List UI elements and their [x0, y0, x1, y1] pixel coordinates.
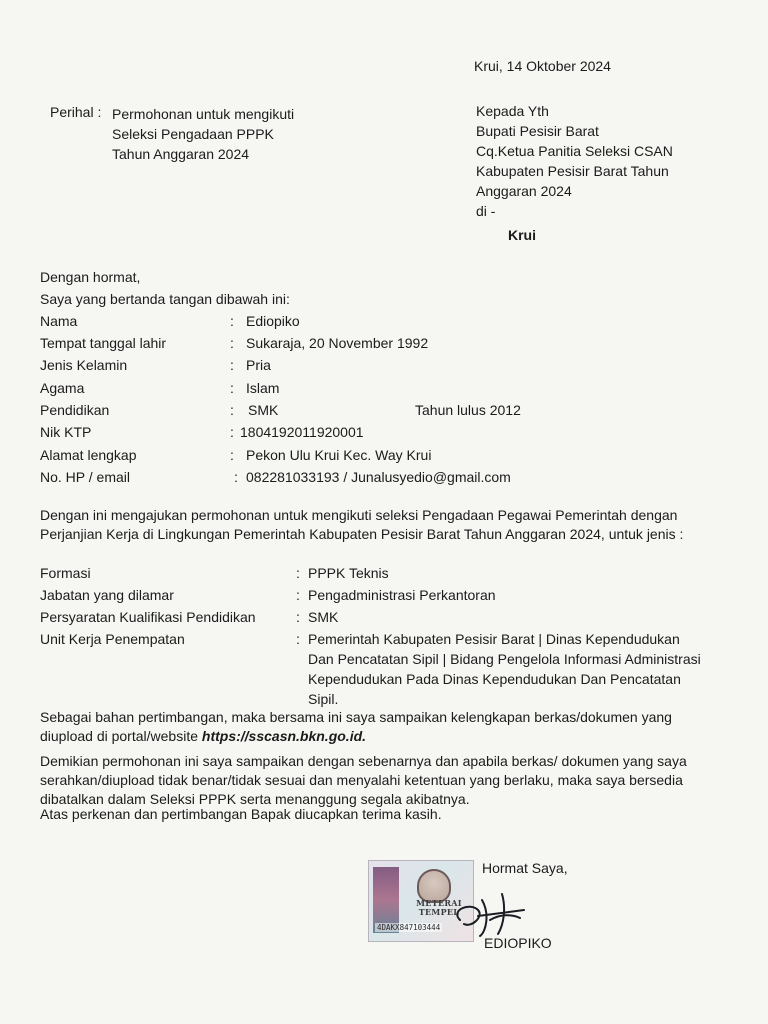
colon: :	[230, 424, 234, 440]
subject-line: Permohonan untuk mengikuti	[112, 106, 295, 122]
formation-key: Unit Kerja Penempatan	[40, 631, 185, 647]
formation-key: Formasi	[40, 565, 91, 581]
subject-line: Tahun Anggaran 2024	[112, 146, 250, 162]
recipient-line: Kabupaten Pesisir Barat Tahun	[476, 163, 669, 179]
identity-key: Nik KTP	[40, 424, 92, 440]
identity-key: Nama	[40, 313, 78, 329]
identity-row-name	[40, 310, 640, 332]
identity-key: Pendidikan	[40, 402, 110, 418]
subject-label: Perihal :	[50, 104, 102, 120]
colon: :	[234, 469, 238, 485]
formation-value: PPPK Teknis	[308, 565, 389, 581]
colon: :	[296, 631, 300, 647]
stamp-label-line: METERAI	[416, 898, 462, 908]
identity-row-education	[40, 399, 640, 421]
recipient-line: di -	[476, 203, 496, 219]
identity-row-birth	[40, 332, 640, 354]
formation-row-unit	[40, 629, 740, 709]
formation-row-type	[40, 563, 740, 583]
stamp-serial: 4DAKX847103444	[377, 923, 441, 932]
colon: :	[296, 609, 300, 625]
identity-key: Agama	[40, 380, 85, 396]
recipient-line: Kepada Yth	[476, 103, 549, 119]
intro-line: Saya yang bertanda tangan dibawah ini:	[40, 291, 290, 307]
formation-row-position	[40, 585, 740, 605]
recipient-block	[476, 101, 673, 245]
graduation-year: Tahun lulus 2012	[415, 402, 521, 418]
identity-key: Alamat lengkap	[40, 447, 137, 463]
colon: :	[230, 402, 234, 418]
identity-key: No. HP / email	[40, 469, 130, 485]
identity-row-nik	[40, 421, 640, 443]
identity-value: SMK	[248, 402, 279, 418]
greeting: Dengan hormat,	[40, 269, 141, 285]
colon: :	[230, 357, 234, 373]
identity-row-address	[40, 444, 640, 466]
recipient-city: Krui	[508, 227, 536, 243]
colon: :	[230, 313, 234, 329]
greeting-block	[40, 266, 290, 310]
identity-value: Pria	[246, 357, 271, 373]
portal-url: https://sscasn.bkn.go.id.	[201, 728, 367, 744]
colon: :	[230, 335, 234, 351]
identity-value: Pekon Ulu Krui Kec. Way Krui	[246, 447, 432, 463]
formation-row-qualification	[40, 607, 740, 627]
identity-value: Islam	[246, 380, 280, 396]
identity-value: Ediopiko	[246, 313, 300, 329]
formation-value: SMK	[308, 609, 339, 625]
formation-value: Pemerintah Kabupaten Pesisir Barat | Dinas Kependudukan Dan Pencatatan Sipil | Bidang Pengelola Informasi Administrasi Kependudukan Pada Dinas Kependudukan Dan Pencatatan Sipil.	[308, 631, 701, 707]
identity-value: 1804192011920001	[240, 424, 364, 440]
identity-row-gender	[40, 354, 640, 376]
identity-key: Jenis Kelamin	[40, 357, 128, 373]
documents-paragraph	[40, 708, 710, 746]
colon: :	[296, 565, 300, 581]
stamp-label-line: TEMPEL	[418, 907, 460, 917]
documents-text: Sebagai bahan pertimbangan, maka bersama ini saya sampaikan kelengkapan berkas/dokumen yang diupload di portal/website	[40, 709, 672, 744]
subject-line: Seleksi Pengadaan PPPK	[112, 126, 274, 142]
declaration-paragraph: Demikian permohonan ini saya sampaikan dengan sebenarnya dan apabila berkas/ dokumen yang saya serahkan/diupload tidak benar/tidak sesuai dan menyalahi ketentuan yang berlaku, maka saya bersedia dibatalkan dalam Seleksi PPPK serta menanggung segala akibatnya.	[40, 753, 687, 807]
recipient-line: Bupati Pesisir Barat	[476, 123, 599, 139]
handwritten-signature	[420, 880, 540, 940]
letter-date: Krui, 14 Oktober 2024	[474, 58, 611, 74]
thanks-paragraph: Atas perkenan dan pertimbangan Bapak diucapkan terima kasih.	[40, 806, 442, 822]
subject-text	[112, 104, 294, 164]
identity-value: Sukaraja, 20 November 1992	[246, 335, 429, 351]
identity-value: 082281033193 / Junalusyedio@gmail.com	[246, 469, 511, 485]
identity-row-contact	[40, 466, 660, 488]
formation-value: Pengadministrasi Perkantoran	[308, 587, 496, 603]
formation-key: Jabatan yang dilamar	[40, 587, 174, 603]
recipient-line: Cq.Ketua Panitia Seleksi CSAN	[476, 143, 673, 159]
recipient-line: Anggaran 2024	[476, 183, 572, 199]
colon: :	[230, 380, 234, 396]
formation-key: Persyaratan Kualifikasi Pendidikan	[40, 609, 256, 625]
identity-row-religion	[40, 377, 640, 399]
request-paragraph: Dengan ini mengajukan permohonan untuk mengikuti seleksi Pengadaan Pegawai Pemerintah dengan Perjanjian Kerja di Lingkungan Pemerintah Kabupaten Pesisir Barat Tahun Anggaran 2024, untuk jenis :	[40, 507, 684, 542]
identity-key: Tempat tanggal lahir	[40, 335, 167, 351]
closing-salutation: Hormat Saya,	[482, 860, 568, 876]
colon: :	[296, 587, 300, 603]
colon: :	[230, 447, 234, 463]
signer-name: EDIOPIKO	[484, 935, 552, 951]
